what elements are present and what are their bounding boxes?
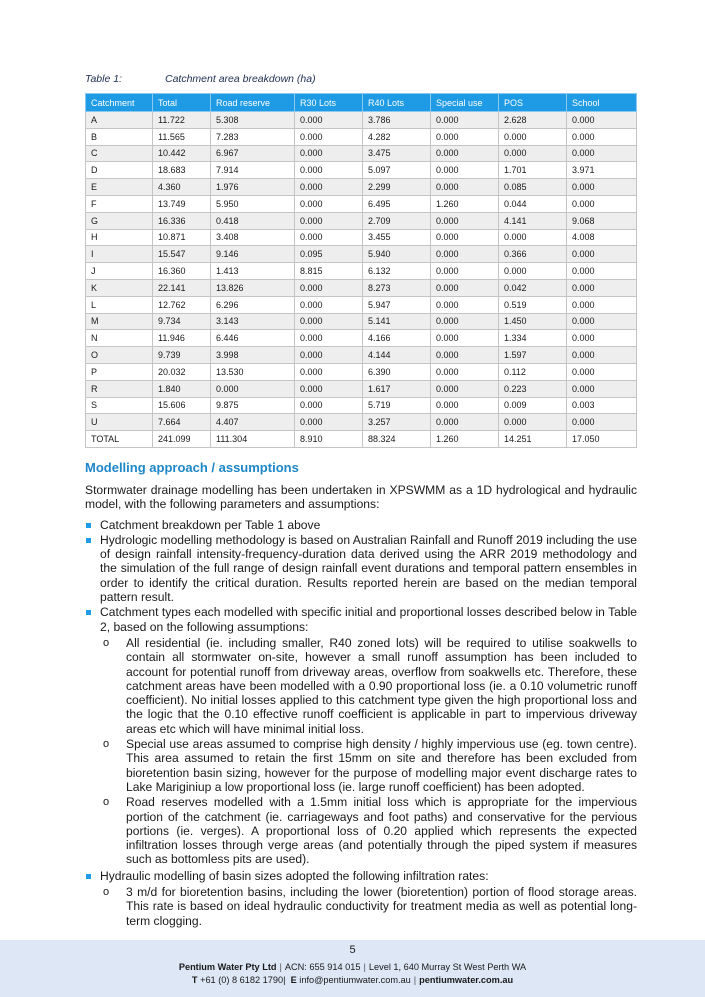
table-cell: 12.762: [153, 296, 211, 313]
table-cell: 0.009: [499, 397, 567, 414]
table-cell: 7.283: [211, 128, 295, 145]
table-cell: L: [86, 296, 153, 313]
table-cell: 3.408: [211, 229, 295, 246]
table-cell: 0.000: [295, 296, 363, 313]
column-header: Special use: [431, 94, 499, 112]
table-cell: 0.000: [431, 212, 499, 229]
table-cell: 15.606: [153, 397, 211, 414]
website-link[interactable]: pentiumwater.com.au: [419, 975, 514, 985]
table-cell: 3.455: [363, 229, 431, 246]
square-bullet-icon: [86, 610, 91, 615]
table-cell: 1.701: [499, 162, 567, 179]
table-cell: 0.000: [567, 145, 637, 162]
table-cell: 0.000: [431, 162, 499, 179]
table-cell: 0.000: [295, 195, 363, 212]
sub-list-item-text: Special use areas assumed to comprise high density / highly impervious use (eg. town centre). This area assumed to retain the first 15mm on site and therefore has been excluded from bioretention basin sizing, however for the purpose of modelling major event discharge rates to Lake Mariginiup a low proportional loss (ie. large runoff coefficient) has been adopted.: [126, 737, 637, 794]
catchment-table: [85, 93, 637, 448]
table-cell: 0.000: [567, 347, 637, 364]
table-cell: 4.166: [363, 330, 431, 347]
table-caption-label: Table 1:: [85, 73, 122, 85]
table-cell: 0.366: [499, 246, 567, 263]
page-footer: [0, 940, 705, 997]
table-cell: 1.597: [499, 347, 567, 364]
table-cell: B: [86, 128, 153, 145]
table-cell: 17.050: [567, 431, 637, 448]
table-cell: 0.000: [567, 128, 637, 145]
table-cell: 4.360: [153, 179, 211, 196]
table-cell: 1.450: [499, 313, 567, 330]
table-cell: 0.112: [499, 363, 567, 380]
table-cell: 0.000: [499, 229, 567, 246]
table-cell: 0.000: [431, 246, 499, 263]
table-cell: 6.446: [211, 330, 295, 347]
table-cell: A: [86, 112, 153, 129]
table-cell: TOTAL: [86, 431, 153, 448]
table-cell: 22.141: [153, 279, 211, 296]
table-cell: 0.000: [431, 330, 499, 347]
table-cell: 0.000: [499, 145, 567, 162]
table-cell: H: [86, 229, 153, 246]
table-header-row: [86, 94, 637, 112]
table-cell: 18.683: [153, 162, 211, 179]
table-cell: 0.000: [567, 112, 637, 129]
table-cell: 6.132: [363, 263, 431, 280]
table-cell: 0.000: [567, 179, 637, 196]
table-row: [86, 279, 637, 296]
table-cell: 6.495: [363, 195, 431, 212]
table-cell: 11.565: [153, 128, 211, 145]
square-bullet-icon: [86, 538, 91, 543]
table-cell: 9.068: [567, 212, 637, 229]
table-cell: E: [86, 179, 153, 196]
table-cell: 0.223: [499, 380, 567, 397]
table-cell: 0.000: [295, 279, 363, 296]
table-cell: 0.000: [431, 397, 499, 414]
table-row: [86, 179, 637, 196]
table-cell: U: [86, 414, 153, 431]
column-header: POS: [499, 94, 567, 112]
table-cell: 5.947: [363, 296, 431, 313]
sub-list-item: [100, 795, 637, 866]
table-cell: 9.875: [211, 397, 295, 414]
table-cell: 0.000: [431, 229, 499, 246]
column-header: R40 Lots: [363, 94, 431, 112]
sub-list: [100, 885, 637, 928]
table-cell: 4.144: [363, 347, 431, 364]
circle-bullet-icon: o: [103, 636, 110, 649]
table-row: [86, 212, 637, 229]
table-cell: 3.257: [363, 414, 431, 431]
table-row: [86, 363, 637, 380]
table-cell: 0.000: [499, 414, 567, 431]
table-cell: 5.950: [211, 195, 295, 212]
square-bullet-icon: [86, 874, 91, 879]
table-cell: 15.547: [153, 246, 211, 263]
table-row: [86, 397, 637, 414]
table-row: [86, 414, 637, 431]
table-cell: 14.251: [499, 431, 567, 448]
intro-paragraph: Stormwater drainage modelling has been undertaken in XPSWMM as a 1D hydrological and hydraulic model, with the following parameters and assumptions:: [85, 483, 637, 512]
table-row: [86, 246, 637, 263]
table-cell: 0.000: [499, 128, 567, 145]
table-cell: 3.998: [211, 347, 295, 364]
table-cell: 8.273: [363, 279, 431, 296]
list-item-text: Catchment types each modelled with specific initial and proportional losses described below in Table 2, based on the following assumptions:: [100, 605, 637, 634]
table-cell: 10.442: [153, 145, 211, 162]
table-cell: 0.000: [431, 347, 499, 364]
table-cell: 10.871: [153, 229, 211, 246]
table-cell: 5.097: [363, 162, 431, 179]
table-row: [86, 296, 637, 313]
table-cell: 1.617: [363, 380, 431, 397]
table-cell: S: [86, 397, 153, 414]
table-cell: 4.008: [567, 229, 637, 246]
table-cell: 0.000: [295, 229, 363, 246]
table-cell: 0.000: [567, 296, 637, 313]
table-cell: O: [86, 347, 153, 364]
phone-number: +61 (0) 8 6182 1790|: [200, 975, 286, 985]
sub-list-item: [100, 885, 637, 928]
table-cell: 6.967: [211, 145, 295, 162]
table-cell: 8.910: [295, 431, 363, 448]
table-cell: 7.914: [211, 162, 295, 179]
table-cell: 241.099: [153, 431, 211, 448]
table-cell: 0.085: [499, 179, 567, 196]
table-row: [86, 195, 637, 212]
table-total-row: [86, 431, 637, 448]
table-cell: 2.299: [363, 179, 431, 196]
table-cell: 0.000: [431, 112, 499, 129]
table-cell: 0.044: [499, 195, 567, 212]
table-row: [86, 347, 637, 364]
table-cell: 0.000: [431, 128, 499, 145]
table-cell: 5.940: [363, 246, 431, 263]
column-header: School: [567, 94, 637, 112]
table-cell: 0.000: [567, 263, 637, 280]
table-cell: 0.000: [431, 179, 499, 196]
table-row: [86, 229, 637, 246]
table-cell: 0.095: [295, 246, 363, 263]
table-cell: 0.000: [567, 279, 637, 296]
table-cell: 0.000: [567, 363, 637, 380]
table-cell: 0.000: [431, 313, 499, 330]
list-item: [85, 869, 637, 928]
table-row: [86, 313, 637, 330]
table-cell: 7.664: [153, 414, 211, 431]
list-item-text: Hydrologic modelling methodology is based on Australian Rainfall and Runoff 2019 including the use of design rainfall intensity-frequency-duration data derived using the ARR 2019 methodology and the simulation of the full range of design rainfall event durations and temporal pattern ensembles in order to identify the critical duration. Results reported herein are based on the median temporal pattern result.: [100, 532, 637, 605]
table-cell: F: [86, 195, 153, 212]
table-cell: 0.000: [431, 296, 499, 313]
table-cell: 0.000: [431, 263, 499, 280]
table-cell: 111.304: [211, 431, 295, 448]
table-cell: 1.413: [211, 263, 295, 280]
table-row: [86, 263, 637, 280]
table-cell: 4.141: [499, 212, 567, 229]
square-bullet-icon: [86, 523, 91, 528]
table-row: [86, 112, 637, 129]
table-cell: 1.334: [499, 330, 567, 347]
table-cell: 2.709: [363, 212, 431, 229]
table-cell: K: [86, 279, 153, 296]
table-cell: 6.296: [211, 296, 295, 313]
table-cell: 16.336: [153, 212, 211, 229]
section-heading: Modelling approach / assumptions: [85, 460, 299, 475]
table-cell: 1.260: [431, 195, 499, 212]
table-cell: 0.000: [295, 347, 363, 364]
table-row: [86, 162, 637, 179]
table-cell: N: [86, 330, 153, 347]
table-cell: 0.003: [567, 397, 637, 414]
table-cell: I: [86, 246, 153, 263]
table-cell: 0.000: [567, 195, 637, 212]
table-cell: 0.519: [499, 296, 567, 313]
table-cell: 0.000: [431, 363, 499, 380]
footer-line-1: Pentium Water Pty Ltd | ACN: 655 914 015 | Level 1, 640 Murray St West Perth WA: [178, 962, 527, 972]
table-cell: 0.000: [211, 380, 295, 397]
company-address: Level 1, 640 Murray St West Perth WA: [368, 962, 527, 972]
table-cell: 0.000: [295, 330, 363, 347]
table-cell: 4.282: [363, 128, 431, 145]
table-cell: 0.418: [211, 212, 295, 229]
table-cell: P: [86, 363, 153, 380]
table-cell: 3.475: [363, 145, 431, 162]
table-cell: 9.739: [153, 347, 211, 364]
table-cell: 9.146: [211, 246, 295, 263]
table-cell: 5.141: [363, 313, 431, 330]
table-cell: 0.000: [295, 313, 363, 330]
table-cell: 6.390: [363, 363, 431, 380]
table-cell: 0.000: [567, 414, 637, 431]
table-cell: 0.000: [295, 380, 363, 397]
table-cell: 0.000: [567, 330, 637, 347]
table-cell: 3.971: [567, 162, 637, 179]
company-acn: ACN: 655 914 015: [284, 962, 361, 972]
table-cell: 0.000: [567, 246, 637, 263]
table-cell: 0.000: [295, 112, 363, 129]
table-cell: C: [86, 145, 153, 162]
table-cell: 0.000: [431, 414, 499, 431]
sub-list-item-text: 3 m/d for bioretention basins, including the lower (bioretention) portion of flood storage areas. This rate is based on ideal hydraulic conductivity for treatment media as well as potential long-term clogging.: [126, 885, 637, 928]
table-cell: 0.000: [295, 363, 363, 380]
sub-list-item: [100, 636, 637, 736]
table-row: [86, 330, 637, 347]
column-header: Total: [153, 94, 211, 112]
table-cell: 1.840: [153, 380, 211, 397]
column-header: R30 Lots: [295, 94, 363, 112]
table-cell: J: [86, 263, 153, 280]
table-cell: 1.976: [211, 179, 295, 196]
table-cell: D: [86, 162, 153, 179]
circle-bullet-icon: o: [103, 886, 110, 899]
table-cell: 8.815: [295, 263, 363, 280]
email-label: E: [290, 975, 297, 985]
table-cell: 11.722: [153, 112, 211, 129]
list-item-text: Hydraulic modelling of basin sizes adopted the following infiltration rates:: [100, 868, 489, 883]
table-cell: 0.000: [499, 263, 567, 280]
table-cell: 13.826: [211, 279, 295, 296]
table-cell: 4.407: [211, 414, 295, 431]
table-row: [86, 380, 637, 397]
table-cell: 20.032: [153, 363, 211, 380]
column-header: Road reserve: [211, 94, 295, 112]
table-caption: [85, 73, 316, 85]
table-cell: 0.000: [295, 397, 363, 414]
sub-list-item-text: All residential (ie. including smaller, R40 zoned lots) will be required to utilise soakwells to contain all stormwater on-site, however a small runoff assumption has been included to account for potential runoff from driveway areas, overflow from soakwells etc. Therefore, these catchment areas have been modelled with a 0.90 proportional loss (ie. a 0.10 volumetric runoff coefficient). No initial losses applied to this catchment type given the high proportional loss and the logic that the 0.10 effective runoff coefficient is applicable in part to impervious driveway areas etc which will have minimal initial loss.: [126, 635, 637, 736]
list-item-text: Catchment breakdown per Table 1 above: [100, 517, 321, 532]
table-cell: 5.719: [363, 397, 431, 414]
table-cell: 16.360: [153, 263, 211, 280]
table-cell: 9.734: [153, 313, 211, 330]
table-cell: 0.000: [295, 162, 363, 179]
table-cell: 13.749: [153, 195, 211, 212]
table-row: [86, 128, 637, 145]
assumption-list: [85, 518, 637, 928]
table-cell: 0.000: [295, 414, 363, 431]
company-name: Pentium Water Pty Ltd: [178, 962, 277, 972]
table-cell: 3.143: [211, 313, 295, 330]
list-item: [85, 518, 637, 532]
table-row: [86, 145, 637, 162]
table-cell: 0.000: [295, 128, 363, 145]
table-cell: G: [86, 212, 153, 229]
table-cell: 0.000: [295, 145, 363, 162]
table-cell: 11.946: [153, 330, 211, 347]
sub-list: [100, 636, 637, 867]
list-item: [85, 605, 637, 866]
table-cell: 0.000: [295, 212, 363, 229]
table-cell: 0.000: [431, 380, 499, 397]
table-cell: 0.042: [499, 279, 567, 296]
table-cell: R: [86, 380, 153, 397]
page-number: 5: [349, 944, 356, 956]
table-body: [86, 112, 637, 448]
circle-bullet-icon: o: [103, 796, 110, 809]
phone-label: T: [191, 975, 198, 985]
circle-bullet-icon: o: [103, 738, 110, 751]
column-header: Catchment: [86, 94, 153, 112]
table-cell: 0.000: [295, 179, 363, 196]
table-cell: 0.000: [431, 145, 499, 162]
table-cell: 0.000: [567, 380, 637, 397]
table-cell: 3.786: [363, 112, 431, 129]
table-cell: 88.324: [363, 431, 431, 448]
table-cell: 13.530: [211, 363, 295, 380]
footer-line-2: T +61 (0) 8 6182 1790| E info@pentiumwater.com.au | pentiumwater.com.au: [191, 975, 514, 985]
table-cell: 5.308: [211, 112, 295, 129]
table-cell: 1.260: [431, 431, 499, 448]
table-cell: 2.628: [499, 112, 567, 129]
sub-list-item: [100, 737, 637, 794]
section-body: [85, 483, 637, 930]
list-item: [85, 533, 637, 604]
table-cell: M: [86, 313, 153, 330]
table-cell: 0.000: [431, 279, 499, 296]
email-link[interactable]: info@pentiumwater.com.au: [299, 975, 411, 985]
table-cell: 0.000: [567, 313, 637, 330]
table-caption-title: Catchment area breakdown (ha): [165, 73, 316, 85]
sub-list-item-text: Road reserves modelled with a 1.5mm initial loss which is appropriate for the impervious portion of the catchment (ie. carriageways and foot paths) and conservative for the pervious portions (ie. verges). A proportional loss of 0.20 applied which represents the expected infiltration losses through verge areas (and potentially through the piped system if measures such as bottomless pits are used).: [126, 795, 637, 867]
